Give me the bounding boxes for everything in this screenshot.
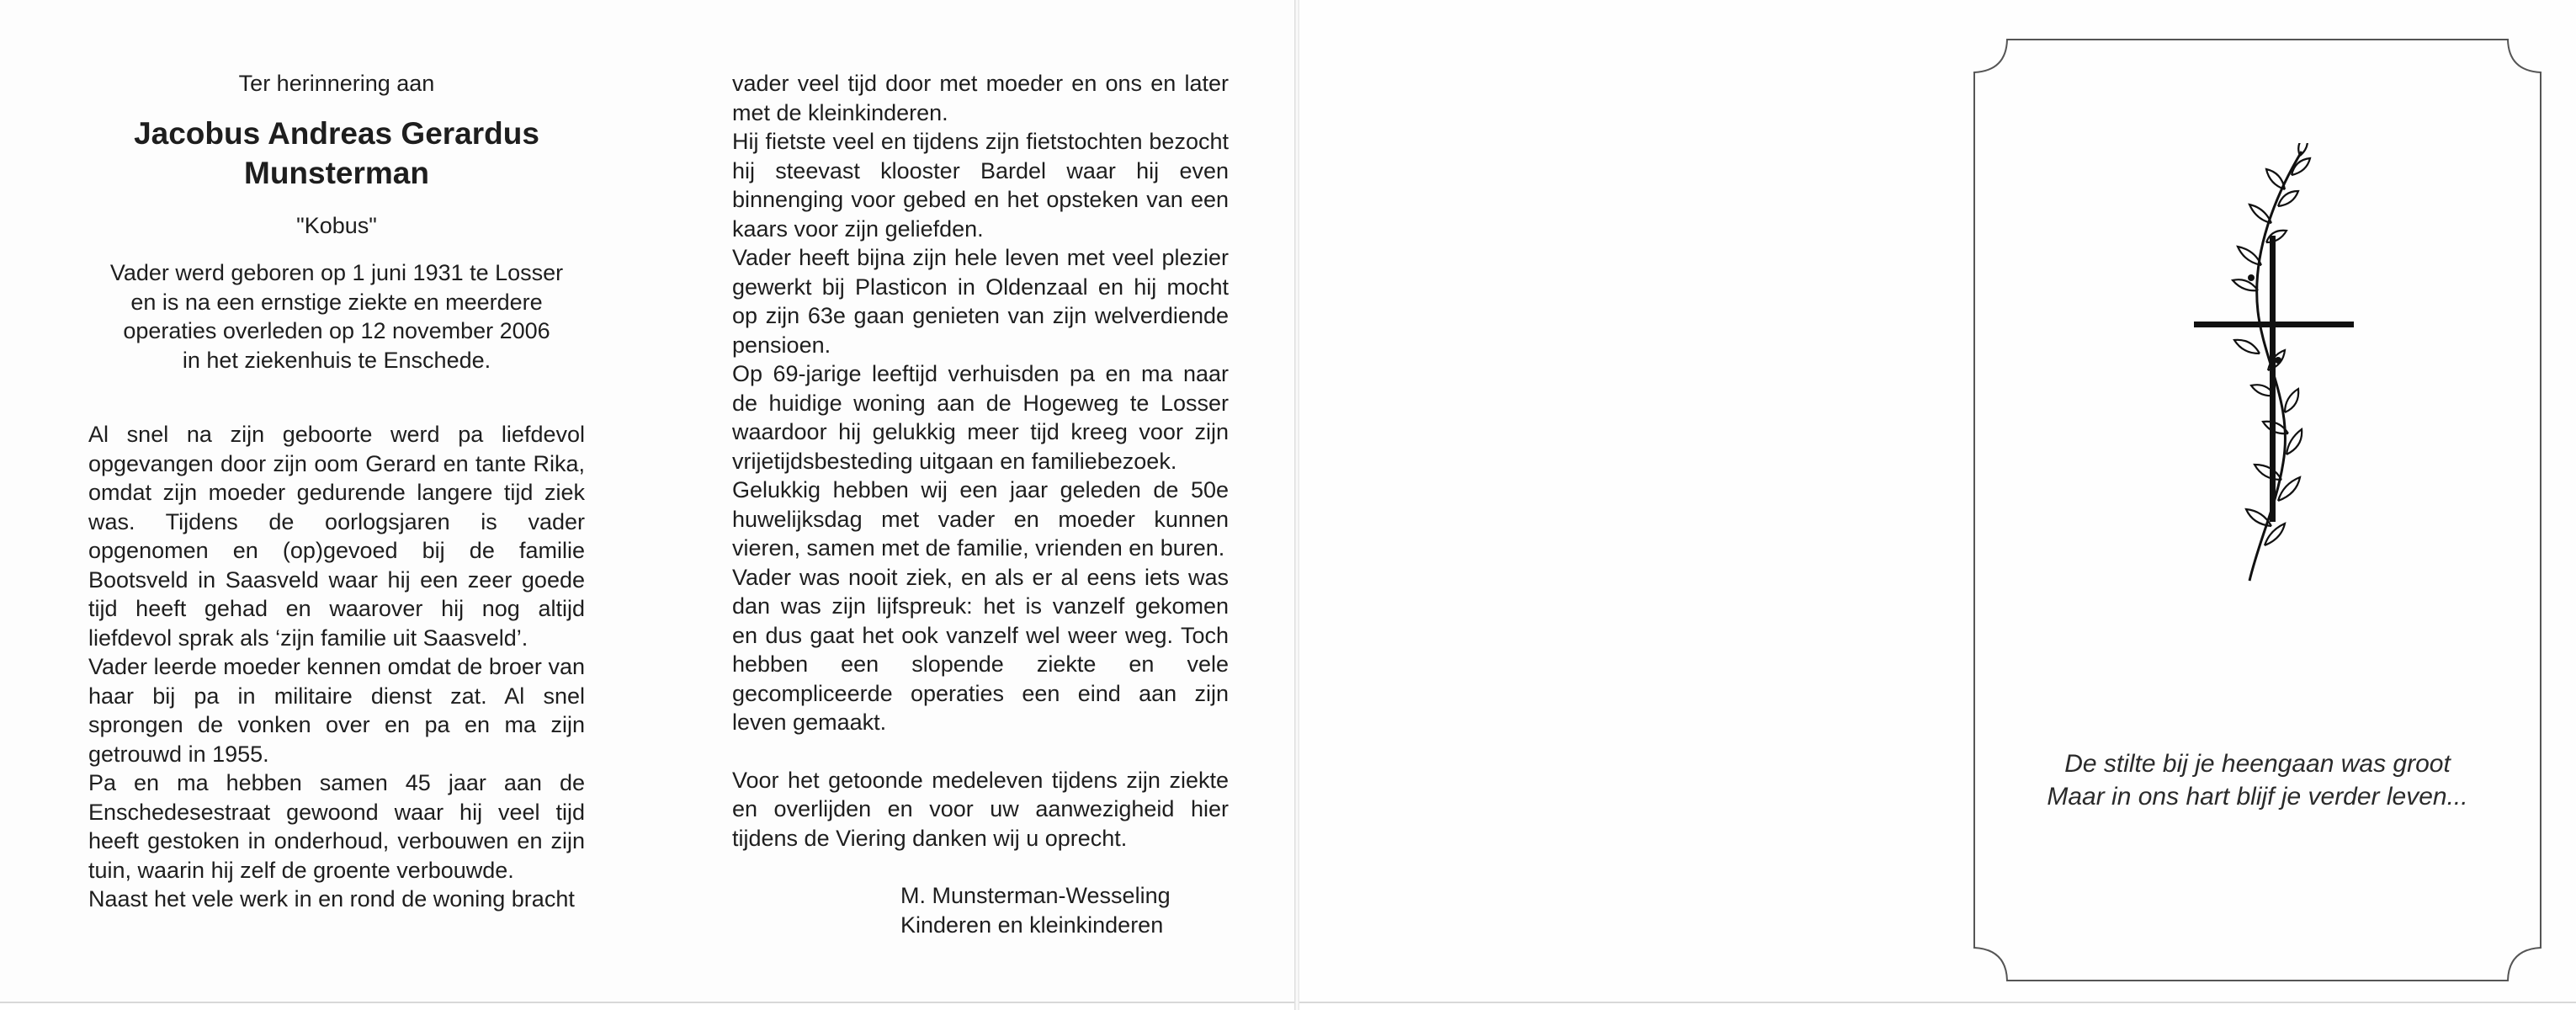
biography-paragraph: Gelukkig hebben wij een jaar geleden de 50e huwelijksdag met vader en moeder kunnen vieren, samen met de familie, vrienden en buren. bbox=[732, 477, 1229, 561]
intro-text: Ter herinnering aan bbox=[238, 71, 435, 96]
biography-paragraph: Hij fietste veel en tijdens zijn fietstochten bezocht hij steevast klooster Bardel waar hij even binnenging voor gebed en het opsteken van een kaars voor zijn geliefden. bbox=[732, 129, 1229, 242]
birth-line: operaties overleden op 12 november 2006 bbox=[123, 318, 550, 343]
signature bbox=[900, 881, 1229, 939]
birth-line: in het ziekenhuis te Enschede. bbox=[182, 347, 491, 373]
deceased-name-line-1: Jacobus Andreas Gerardus bbox=[134, 115, 539, 151]
biography-paragraph: Al snel na zijn geboorte werd pa liefdevol opgevangen door zijn oom Gerard en tante Rika, omdat zijn moeder gedurende langere tijd ziek was. Tijdens de oorlogsjaren is vader opgenomen en (op)gevoed bij de familie Bootsveld in Saasveld waar hij een zeer goede tijd heeft gehad en waarover hij nog altijd liefdevol sprak als ‘zijn familie uit Saasveld’. bbox=[88, 422, 585, 651]
left-column bbox=[88, 69, 585, 914]
memorial-quote bbox=[1973, 747, 2541, 813]
biography-paragraph: Naast het vele werk in en rond de woning bracht bbox=[88, 886, 575, 912]
left-page bbox=[0, 0, 1296, 1003]
biography-paragraph: Vader heeft bijna zijn hele leven met veel plezier gewerkt bij Plasticon in Oldenzaal en hij mocht op zijn 63e gaan genieten van zijn welverdiende pensioen. bbox=[732, 245, 1229, 358]
biography-paragraph: vader veel tijd door met moeder en ons en later met de kleinkinderen. bbox=[732, 71, 1229, 125]
biography-paragraph: Vader leerde moeder kennen omdat de broer van haar bij pa in militaire dienst zat. Al snel sprongen de vonken over en pa en ma zijn getrouwd in 1955. bbox=[88, 654, 585, 767]
nickname: "Kobus" bbox=[296, 212, 377, 238]
signature-line-2: Kinderen en kleinkinderen bbox=[900, 912, 1164, 938]
quote-line-2: Maar in ons hart blijf je verder leven... bbox=[2047, 783, 2468, 811]
biography-paragraph: Pa en ma hebben samen 45 jaar aan de Enschedesestraat gewoond waar hij veel tijd heeft gestoken in onderhoud, verbouwen en zijn tuin, waarin hij zelf de groente verbouwde. bbox=[88, 770, 585, 883]
cross-with-olive-branch-icon bbox=[2184, 143, 2369, 589]
biography-paragraph: Op 69-jarige leeftijd verhuisden pa en ma naar de huidige woning aan de Hogeweg te Losser waardoor hij gelukkig meer tijd kreeg voor zijn vrijetijdsbesteding uitgaan en familiebezoek. bbox=[732, 361, 1229, 474]
birth-line: Vader werd geboren op 1 juni 1931 te Losser bbox=[109, 260, 564, 285]
thanks-paragraph: Voor het getoonde medeleven tijdens zijn ziekte en overlijden en voor uw aanwezigheid hier tijdens de Viering danken wij u oprecht. bbox=[732, 767, 1229, 851]
right-column bbox=[732, 69, 1229, 939]
birth-death-statement bbox=[88, 258, 585, 375]
biography-paragraph: Vader was nooit ziek, en als er al eens iets was dan was zijn lijfspreuk: het is vanzelf gekomen en dus gaat het ook vanzelf wel weer weg. Toch hebben een slopende ziekte en vele gecompliceerde operaties een eind aan zijn leven gemaakt. bbox=[732, 564, 1229, 735]
birth-line: en is na een ernstige ziekte en meerdere bbox=[130, 289, 543, 315]
signature-line-1: M. Munsterman-Wesseling bbox=[900, 883, 1171, 908]
deceased-name-line-2: Munsterman bbox=[244, 155, 429, 190]
quote-line-1: De stilte bij je heengaan was groot bbox=[2064, 750, 2451, 778]
